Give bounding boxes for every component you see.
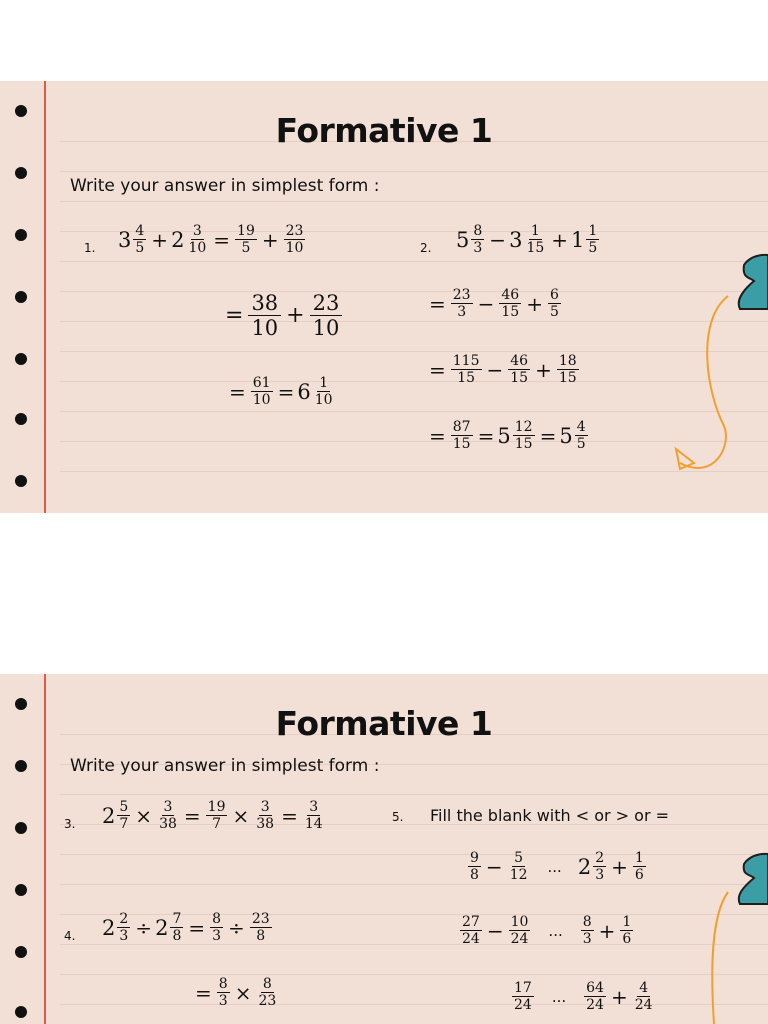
- numerator: 46: [501, 287, 520, 303]
- fraction: [575, 419, 588, 452]
- numerator: 5: [119, 799, 129, 815]
- fraction: [451, 419, 473, 452]
- numerator: 9: [470, 850, 479, 866]
- binder-hole-icon: [15, 475, 27, 487]
- binder-hole-icon: [15, 413, 27, 425]
- numerator: 2: [119, 911, 129, 927]
- comparison-blank[interactable]: ...: [547, 857, 562, 876]
- numerator: 46: [510, 353, 529, 369]
- math-operator: =: [213, 227, 231, 252]
- numerator: 8: [262, 976, 272, 992]
- fraction: [206, 799, 228, 832]
- math-operator: =: [188, 915, 206, 940]
- denominator: 15: [514, 436, 533, 453]
- denominator: 10: [251, 316, 279, 341]
- binder-hole-icon: [15, 946, 27, 958]
- fraction: [508, 850, 530, 883]
- math-operator: =: [429, 357, 446, 382]
- q2-line-3: [426, 353, 581, 386]
- q5-row: [466, 850, 648, 883]
- denominator: 3: [473, 240, 483, 257]
- numerator: 3: [192, 223, 202, 239]
- numerator: 7: [172, 911, 182, 927]
- fraction: [248, 291, 281, 340]
- q4-line-1: [102, 911, 274, 944]
- whole-number: 3: [509, 227, 523, 252]
- denominator: 15: [510, 370, 529, 387]
- fraction: [186, 223, 208, 256]
- numerator: 8: [473, 223, 483, 239]
- page-title: Formative 1: [275, 704, 493, 743]
- fraction: [303, 799, 325, 832]
- fraction: [170, 911, 183, 944]
- fraction: [217, 976, 230, 1009]
- numerator: 64: [586, 980, 604, 996]
- ruled-line: [60, 884, 768, 885]
- question-number: 3.: [64, 817, 76, 831]
- denominator: 24: [510, 931, 529, 948]
- denominator: 10: [188, 240, 207, 257]
- binder-hole-icon: [15, 1006, 27, 1018]
- denominator: 10: [312, 316, 340, 341]
- fraction: [584, 980, 606, 1013]
- whole-number: 2: [102, 803, 116, 828]
- fraction: [254, 799, 276, 832]
- whole-number: 2: [155, 915, 169, 940]
- fraction: [251, 375, 273, 408]
- denominator: 15: [526, 240, 545, 257]
- math-operator: =: [277, 379, 295, 404]
- fraction: [451, 353, 482, 386]
- numerator: 1: [634, 850, 644, 866]
- math-operator: =: [195, 980, 212, 1005]
- denominator: 12: [509, 867, 528, 884]
- fraction: [310, 291, 343, 340]
- whole-number: 2: [102, 915, 116, 940]
- ruled-line: [60, 291, 768, 292]
- ruled-line: [60, 201, 768, 202]
- binder-hole-icon: [15, 353, 27, 365]
- math-operator: +: [611, 854, 628, 879]
- whole-number: 6: [297, 379, 311, 404]
- page-title: Formative 1: [275, 111, 493, 150]
- math-operator: −: [489, 227, 507, 252]
- math-operator: +: [551, 227, 569, 252]
- denominator: 8: [172, 928, 182, 945]
- fraction: [633, 850, 646, 883]
- numerator: 4: [135, 223, 145, 239]
- numerator: 23: [452, 287, 471, 303]
- math-operator: ÷: [135, 915, 153, 940]
- denominator: 15: [558, 370, 577, 387]
- denominator: 10: [314, 392, 333, 409]
- question-number: 4.: [64, 929, 76, 943]
- math-operator: =: [183, 803, 201, 828]
- ruled-line: [60, 471, 768, 472]
- comparison-blank[interactable]: ...: [551, 987, 567, 1006]
- fraction: [117, 911, 130, 944]
- denominator: 3: [457, 304, 467, 321]
- math-operator: −: [486, 918, 504, 943]
- instruction-text: Write your answer in simplest form :: [70, 176, 380, 196]
- comparison-blank[interactable]: ...: [548, 921, 563, 940]
- ruled-line: [60, 1004, 768, 1005]
- fraction: [256, 976, 278, 1009]
- denominator: 3: [218, 993, 228, 1010]
- q1-line-2: [222, 291, 344, 340]
- numerator: 6: [549, 287, 559, 303]
- fraction: [524, 223, 546, 256]
- denominator: 38: [256, 816, 275, 833]
- fraction: [586, 223, 599, 256]
- denominator: 3: [212, 928, 222, 945]
- fraction: [117, 799, 130, 832]
- numerator: 61: [252, 375, 271, 391]
- denominator: 8: [256, 928, 266, 945]
- ruled-line: [60, 974, 768, 975]
- fraction: [499, 287, 521, 320]
- binder-hole-icon: [15, 822, 27, 834]
- denominator: 14: [304, 816, 323, 833]
- denominator: 10: [285, 240, 304, 257]
- q2-line-4: [426, 419, 590, 452]
- math-operator: ×: [135, 803, 153, 828]
- math-operator: =: [225, 303, 244, 329]
- ruled-line: [60, 794, 768, 795]
- slide-2: [0, 674, 768, 1024]
- denominator: 3: [119, 928, 129, 945]
- math-operator: +: [610, 984, 628, 1009]
- fraction: [133, 223, 146, 256]
- numerator: 87: [452, 419, 471, 435]
- numerator: 3: [163, 799, 173, 815]
- math-operator: −: [485, 854, 503, 879]
- denominator: 8: [470, 867, 479, 884]
- binder-hole-icon: [15, 167, 27, 179]
- numerator: 4: [576, 419, 586, 435]
- fraction: [313, 375, 335, 408]
- question-number: 5.: [392, 810, 404, 824]
- q1-line-1: [118, 223, 307, 256]
- fraction: [460, 914, 482, 947]
- math-operator: =: [429, 423, 446, 448]
- slide-1: [0, 81, 768, 513]
- math-operator: +: [151, 227, 169, 252]
- fraction: [620, 914, 633, 947]
- numerator: 23: [285, 223, 304, 239]
- math-operator: =: [429, 291, 446, 316]
- math-operator: +: [286, 303, 305, 329]
- ruled-line: [60, 321, 768, 322]
- q5-prompt: Fill the blank with < or > or =: [430, 806, 670, 825]
- whole-number: 2: [171, 227, 185, 252]
- numerator: 19: [207, 799, 226, 815]
- math-operator: ×: [234, 980, 252, 1005]
- ruled-line: [60, 854, 768, 855]
- numerator: 19: [237, 223, 255, 239]
- math-operator: =: [229, 379, 246, 404]
- fraction: [512, 980, 534, 1013]
- denominator: 10: [252, 392, 271, 409]
- denominator: 24: [634, 997, 653, 1014]
- denominator: 5: [549, 304, 559, 321]
- ruled-line: [60, 411, 768, 412]
- denominator: 15: [457, 370, 476, 387]
- math-operator: −: [477, 291, 495, 316]
- numerator: 12: [514, 419, 533, 435]
- whole-number: 5: [497, 423, 511, 448]
- numerator: 17: [514, 980, 532, 996]
- ruled-line: [60, 351, 768, 352]
- math-operator: ×: [232, 803, 250, 828]
- ruled-line: [60, 171, 768, 172]
- denominator: 15: [501, 304, 520, 321]
- binder-hole-icon: [15, 884, 27, 896]
- math-operator: +: [526, 291, 543, 316]
- number-sticker-icon: [734, 850, 768, 908]
- math-operator: +: [261, 227, 279, 252]
- whole-number: 2: [577, 854, 592, 879]
- math-operator: =: [539, 423, 557, 448]
- numerator: 3: [309, 799, 319, 815]
- denominator: 5: [588, 240, 598, 257]
- binder-hole-icon: [15, 760, 27, 772]
- fraction: [548, 287, 561, 320]
- numerator: 5: [514, 850, 524, 866]
- q2-line-1: [456, 223, 601, 256]
- numerator: 10: [510, 914, 529, 930]
- whole-number: 5: [559, 423, 573, 448]
- ruled-line: [60, 441, 768, 442]
- denominator: 3: [595, 867, 605, 884]
- ruled-line: [60, 381, 768, 382]
- numerator: 38: [248, 291, 281, 316]
- fraction: [593, 850, 606, 883]
- whole-number: 5: [456, 227, 470, 252]
- denominator: 23: [258, 993, 277, 1010]
- numerator: 8: [582, 914, 592, 930]
- math-operator: −: [486, 357, 504, 382]
- q4-line-2: [192, 976, 280, 1009]
- denominator: 6: [622, 931, 632, 948]
- denominator: 15: [452, 436, 471, 453]
- fraction: [210, 911, 223, 944]
- numerator: 1: [319, 375, 329, 391]
- denominator: 6: [634, 867, 644, 884]
- denominator: 3: [582, 931, 592, 948]
- numerator: 115: [452, 353, 480, 369]
- denominator: 5: [135, 240, 145, 257]
- numerator: 1: [530, 223, 540, 239]
- numerator: 4: [639, 980, 649, 996]
- q5-row: [458, 914, 635, 947]
- numerator: 23: [310, 291, 343, 316]
- denominator: 24: [462, 931, 480, 948]
- q1-line-3: [226, 375, 337, 408]
- fraction: [235, 223, 257, 256]
- fraction: [581, 914, 594, 947]
- math-operator: =: [477, 423, 495, 448]
- math-operator: +: [598, 918, 616, 943]
- q2-line-2: [426, 287, 563, 320]
- numerator: 8: [218, 976, 228, 992]
- fraction: [284, 223, 306, 256]
- numerator: 1: [588, 223, 598, 239]
- fraction: [508, 353, 530, 386]
- numerator: 1: [622, 914, 632, 930]
- fraction: [471, 223, 484, 256]
- math-operator: ÷: [228, 915, 245, 940]
- binder-hole-icon: [15, 291, 27, 303]
- whole-number: 3: [118, 227, 132, 252]
- numerator: 2: [595, 850, 605, 866]
- denominator: 5: [241, 240, 251, 257]
- denominator: 38: [159, 816, 177, 833]
- fraction: [451, 287, 473, 320]
- fraction: [633, 980, 655, 1013]
- denominator: 24: [586, 997, 604, 1014]
- fraction: [250, 911, 272, 944]
- math-operator: =: [281, 803, 298, 828]
- ruled-line: [60, 261, 768, 262]
- math-operator: +: [535, 357, 552, 382]
- binder-hole-icon: [15, 229, 27, 241]
- numerator: 8: [212, 911, 222, 927]
- denominator: 5: [576, 436, 586, 453]
- fraction: [513, 419, 535, 452]
- denominator: 24: [514, 997, 532, 1014]
- denominator: 7: [212, 816, 222, 833]
- fraction: [557, 353, 579, 386]
- numerator: 23: [251, 911, 270, 927]
- numerator: 3: [260, 799, 270, 815]
- instruction-text: Write your answer in simplest form :: [70, 756, 380, 776]
- whole-number: 1: [571, 227, 585, 252]
- fraction: [157, 799, 179, 832]
- numerator: 18: [558, 353, 577, 369]
- q5-row: [510, 980, 657, 1013]
- numerator: 27: [462, 914, 480, 930]
- question-number: 2.: [420, 241, 432, 255]
- number-sticker-icon: [734, 251, 768, 313]
- q3-line-1: [102, 799, 327, 832]
- question-number: 1.: [84, 241, 96, 255]
- fraction: [468, 850, 481, 883]
- denominator: 7: [119, 816, 129, 833]
- fraction: [509, 914, 531, 947]
